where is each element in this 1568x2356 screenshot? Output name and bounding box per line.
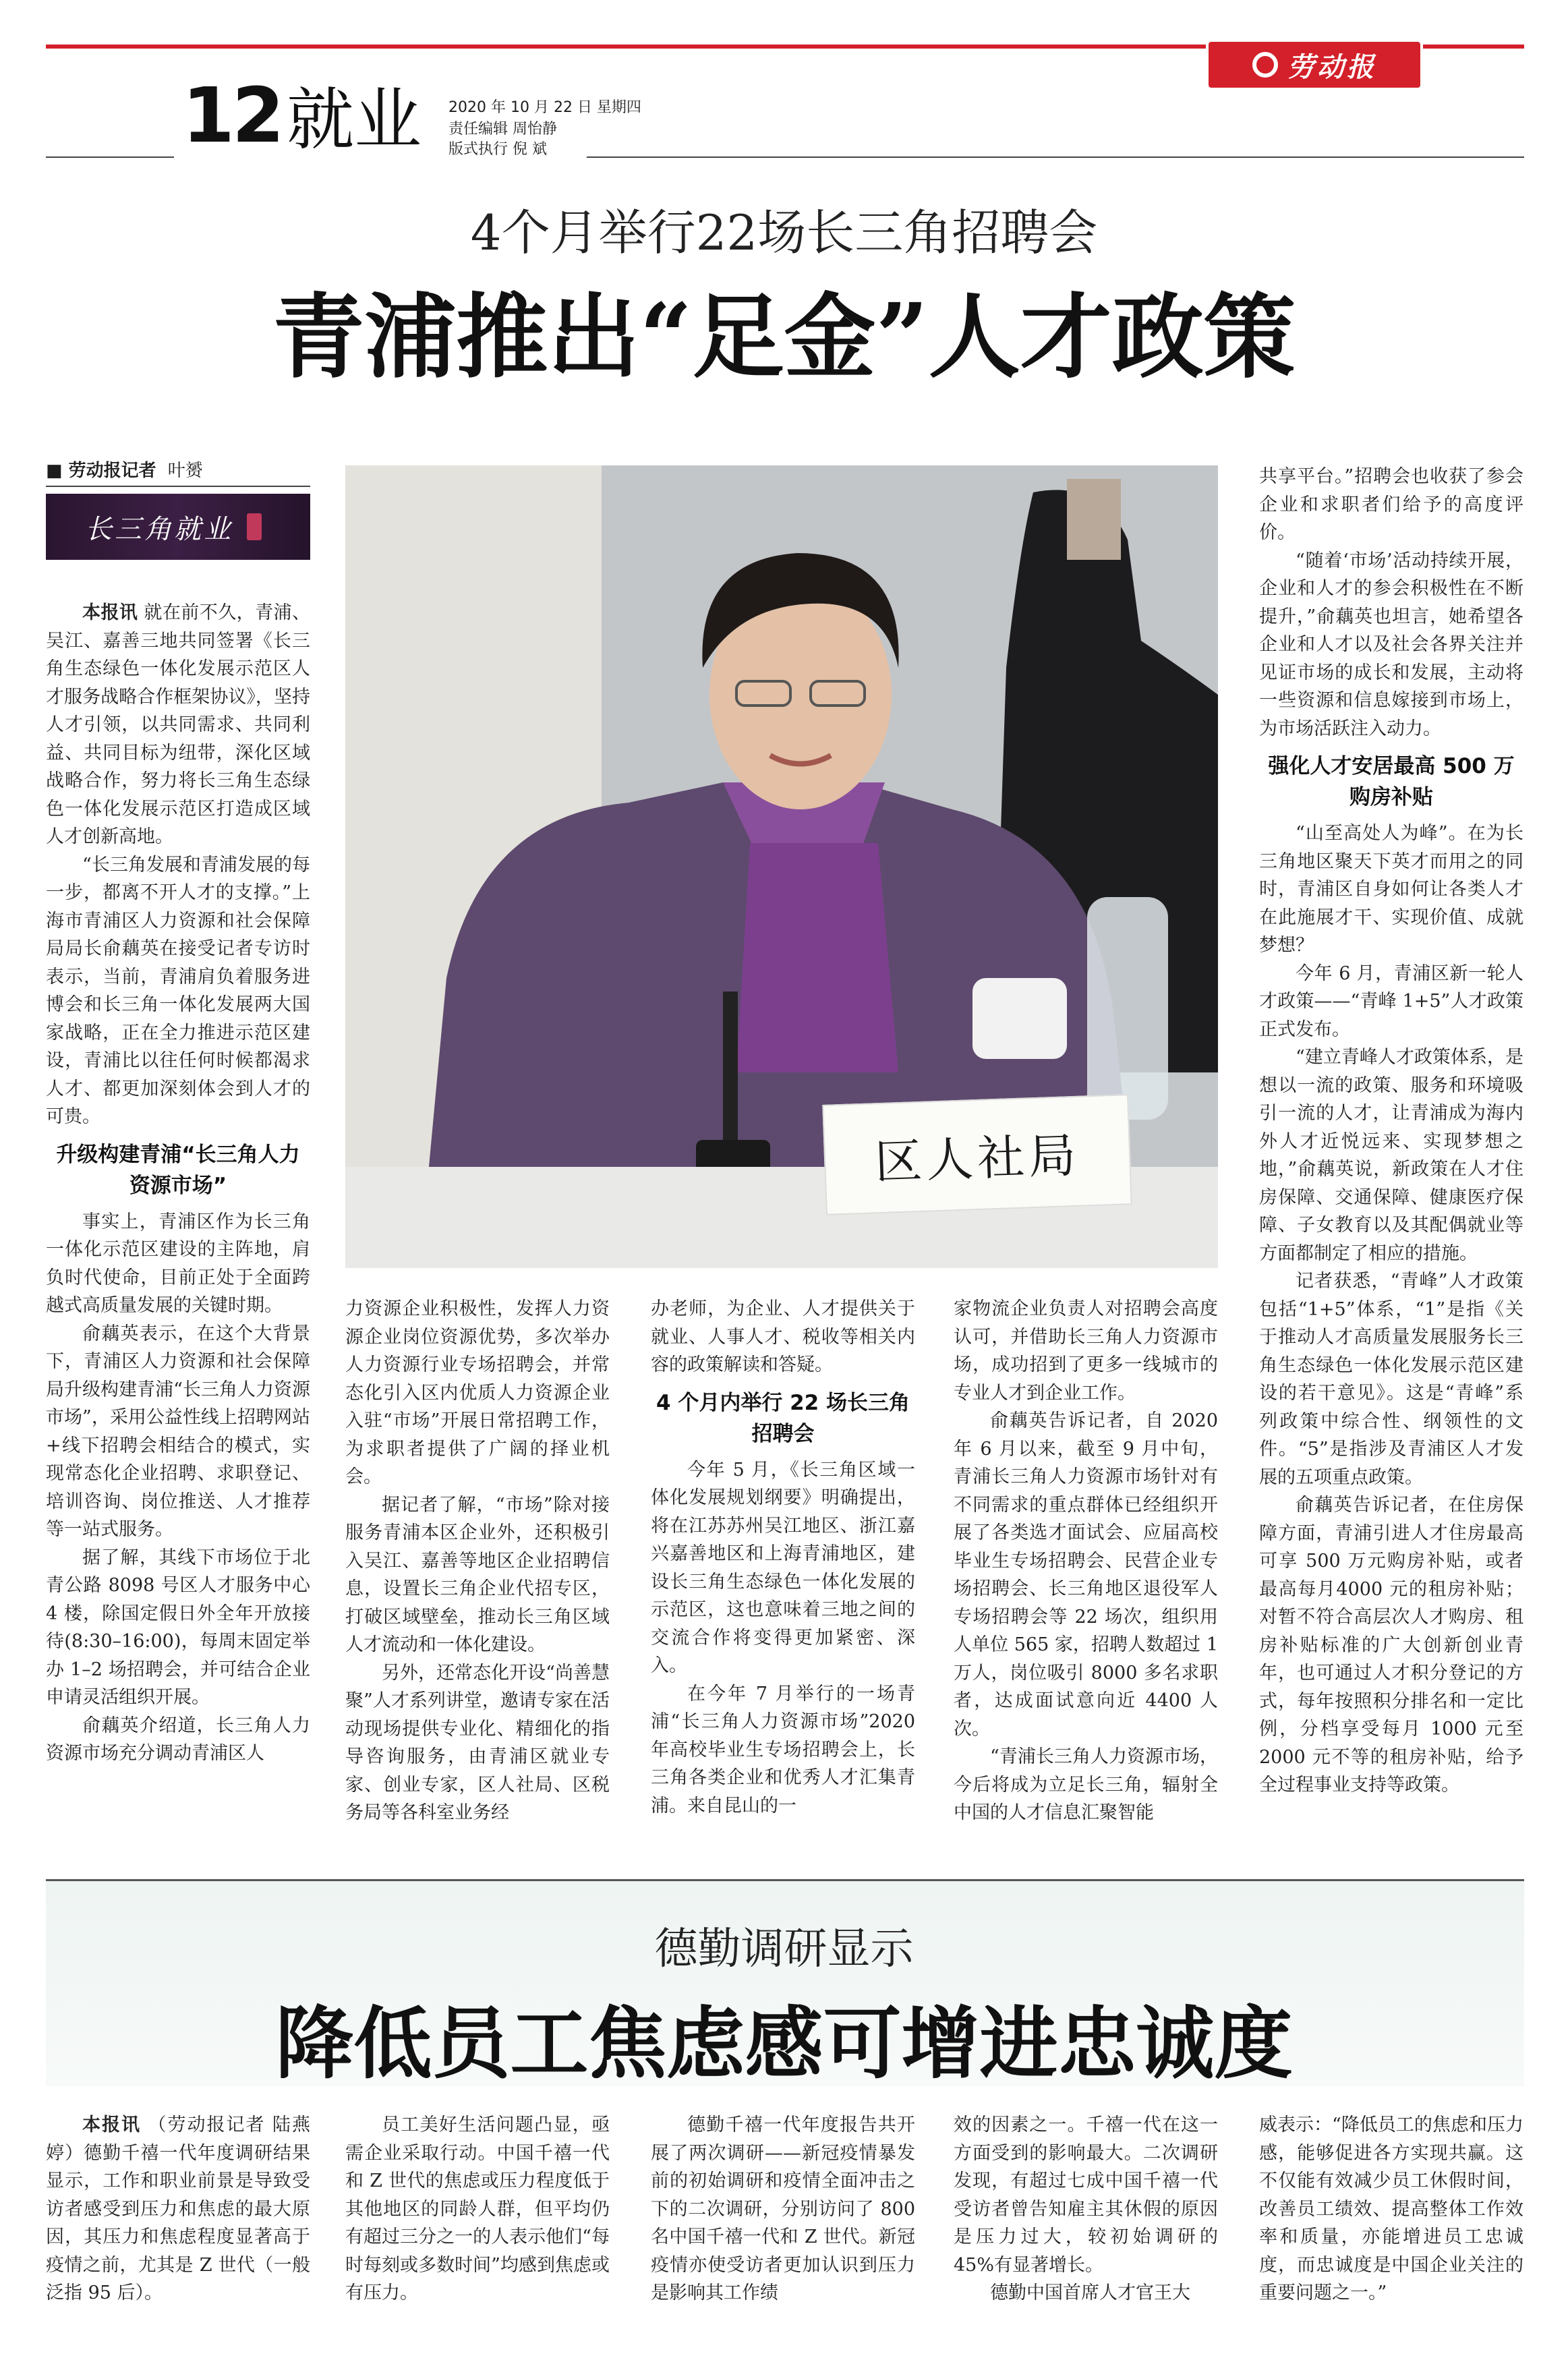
continued-paragraph: 力资源企业积极性，发挥人力资源企业岗位资源优势，多次举办人力资源行业专场招聘会，并常态化引入区内优质人力资源企业入驻“市场”开展日常招聘工作，为求职者提供了广阔的择业机会。: [345, 1298, 610, 1487]
paragraph: 员工美好生活问题凸显，亟需企业采取行动。中国千禧一代和 Z 世代的焦虑或压力程度低于其他地区的同龄人群，但平均仍有超过三分之一的人表示他们“每时每刻或多数时间”均感到焦虑或有压力。: [345, 2115, 610, 2303]
paragraph: “随着‘市场’活动持续开展，企业和人才的参会积极性在不断提升，”俞藕英也坦言，她希望各企业和人才以及社会各界关注并见证市场的成长和发展，主动将一些资源和信息嫁接到市场上，为市场活跃注入动力。: [1259, 550, 1523, 739]
article2-column-5: [1259, 2111, 1523, 2307]
paragraph: 记者获悉，“青峰”人才政策包括“1+5”体系，“1”是指《关于推动人才高质量发展服务长三角生态绿色一体化发展示范区建设的若干意见》。这是“青峰”系列政策中综合性、纲领性的文件。“5”是指涉及青浦区人才发展的五项重点政策。: [1259, 1271, 1523, 1488]
lead-paragraph: [46, 2111, 310, 2307]
logo-icon: [1252, 52, 1278, 78]
continued-paragraph: 家物流企业负责人对招聘会高度认可，并借助长三角人力资源市场，成功招到了更多一线城市的专业人才到企业工作。: [954, 1298, 1218, 1404]
article2-column-4: [954, 2111, 1218, 2307]
subheading: 4 个月内举行 22 场长三角招聘会: [656, 1390, 910, 1446]
article1-column-3: [651, 1295, 915, 1820]
article2-headline: 降低员工焦虑感可增进忠诚度: [275, 1998, 1293, 2090]
continued-paragraph: 威表示：“降低员工的焦虑和压力感，能够促进各方实现共赢。这不仅能有效减少员工休假时间，改善员工绩效、提高整体工作效率和质量，亦能增进员工忠诚度，而忠诚度是中国企业关注的重要问题之一。”: [1259, 2115, 1523, 2303]
logo-text: 劳动报: [1287, 51, 1376, 83]
column-badge: [46, 494, 310, 560]
layout-editor: 版式执行 倪 斌: [448, 141, 547, 158]
paragraph: “长三角发展和青浦发展的每一步，都离不开人才的支撑。”上海市青浦区人力资源和社会保障局局长俞藕英在接受记者专访时表示，当前，青浦肩负着服务进博会和长三角一体化发展两大国家战略，正在全力推进示范区建设，青浦比以往任何时候都渴求人才、都更加深刻体会到人才的可贵。: [46, 854, 310, 1127]
continued-paragraph: 办老师，为企业、人才提供关于就业、人事人才、税收等相关内容的政策解读和答疑。: [651, 1298, 915, 1375]
paragraph: 俞藕英告诉记者，在住房保障方面，青浦引进人才住房最高可享 500 万元购房补贴，或者最高每月4000 元的租房补贴；对暂不符合高层次人才购房、租房补贴标准的广大创新创业青年，也可通过人才积分登记的方式，每年按照积分排名和一定比例，分档享受每月 1000 元至 2000 元不等的租房补贴，给予全过程事业支持等政策。: [1259, 1495, 1523, 1795]
continued-paragraph: 效的因素之一。千禧一代在这一方面受到的影响最大。二次调研发现，有超过七成中国千禧一代受访者曾告知雇主其休假的原因是压力过大，较初始调研的 45%有显著增长。: [954, 2115, 1218, 2276]
article1-column-4: [954, 1295, 1218, 1827]
article2-column-1: [46, 2111, 310, 2307]
paragraph: 另外，还常态化开设“尚善慧聚”人才系列讲堂，邀请专家在活动现场提供专业化、精细化的指导咨询服务，由青浦区就业专家、创业专家，区人社局、区税务局等各科室业务经: [345, 1662, 610, 1823]
news-photo: [345, 465, 1218, 1268]
badge-seal-icon: [247, 513, 262, 540]
header-underline-left: [46, 156, 174, 158]
article1-column-2: [345, 1295, 610, 1827]
paragraph: 今年 6 月，青浦区新一轮人才政策——“青峰 1+5”人才政策正式发布。: [1259, 962, 1523, 1040]
top-red-rule: [46, 45, 1206, 49]
byline: [46, 459, 203, 483]
paragraph: 俞藕英介绍道，长三角人力资源市场充分调动青浦区人: [46, 1715, 310, 1764]
article1-headline: 青浦推出“足金”人才政策: [272, 283, 1296, 391]
lead-text: 就在前不久，青浦、吴江、嘉善三地共同签署《长三角生态绿色一体化发展示范区人才服务战略合作框架协议》，坚持人才引领，以共同需求、共同利益、共同目标为纽带，深化区域战略合作，努力将长三角生态绿色一体化发展示范区打造成区域人才创新高地。: [46, 602, 310, 847]
byline-name: 叶赟: [167, 461, 203, 481]
article2-column-3: [651, 2111, 915, 2307]
paragraph: “山至高处人为峰”。在为长三角地区聚天下英才而用之的同时，青浦区自身如何让各类人才在此施展才干、实现价值、成就梦想？: [1259, 823, 1523, 956]
lead-paragraph: [46, 599, 310, 851]
dateline: 本报讯: [82, 602, 138, 623]
paragraph: 事实上，青浦区作为长三角一体化示范区建设的主阵地，肩负时代使命，目前正处于全面跨越式高质量发展的关键时期。: [46, 1211, 310, 1316]
subheading: 升级构建青浦“长三角人力资源市场”: [56, 1142, 300, 1198]
paragraph: “建立青峰人才政策体系，是想以一流的政策、服务和环境吸引一流的人才，让青浦成为海内外人才近悦远来、实现梦想之地，”俞藕英说，新政策在人才住房保障、交通保障、健康医疗保障、子女教育以及其配偶就业等方面都制定了相应的措施。: [1259, 1047, 1523, 1264]
issue-date: 2020 年 10 月 22 日 星期四: [448, 99, 641, 116]
paragraph: 今年 5 月，《长三角区域一体化发展规划纲要》明确提出，将在江苏苏州吴江地区、浙江嘉兴嘉善地区和上海青浦地区，建设长三角生态绿色一体化发展的示范区，这也意味着三地之间的交流合作将变得更加紧密、深入。: [651, 1459, 915, 1676]
continued-paragraph: 共享平台。”招聘会也收获了参会企业和求职者们给予的高度评价。: [1259, 466, 1523, 543]
subheading: 强化人才安居最高 500 万购房补贴: [1268, 754, 1515, 809]
dateline: 本报讯: [82, 2115, 141, 2135]
paragraph: 德勤中国首席人才官王大: [990, 2282, 1190, 2303]
name-placard: [822, 1094, 1132, 1215]
paragraph: 在今年 7 月举行的一场青浦“长三角人力资源市场”2020 年高校毕业生专场招聘会上，长三角各类企业和优秀人才汇集青浦。来自昆山的一: [651, 1683, 915, 1816]
article1-column-1: [46, 599, 310, 1768]
page-number: 12: [182, 72, 282, 160]
header-underline-right: [587, 156, 1524, 158]
article1-column-5: [1259, 463, 1523, 1800]
article2-kicker: 德勤调研显示: [654, 1924, 914, 1974]
article1-kicker: 4个月举行22场长三角招聘会: [470, 204, 1098, 261]
paragraph: 俞藕英表示，在这个大背景下，青浦区人力资源和社会保障局升级构建青浦“长三角人力资源市场”，采用公益性线上招聘网站+线下招聘会相结合的模式，实现常态化企业招聘、求职登记、培训咨询、岗位推送、人才推荐等一站式服务。: [46, 1323, 310, 1540]
article2-column-2: [345, 2111, 610, 2307]
byline-label: ■ 劳动报记者: [46, 461, 156, 481]
paragraph: “青浦长三角人力资源市场，今后将成为立足长三角，辐射全中国的人才信息汇聚智能: [954, 1746, 1218, 1823]
article2-top-rule: [46, 1879, 1524, 1881]
column-badge-text: 长三角就业: [85, 513, 233, 545]
lead-text: （劳动报记者 陆燕婷）德勤千禧一代年度调研结果显示，工作和职业前景是导致受访者感受到压力和焦虑的最大原因，其压力和焦虑程度显著高于疫情之前，尤其是 Z 世代（一般泛指 95 后）。: [46, 2115, 311, 2303]
byline-rule: [46, 486, 310, 487]
paragraph: 据记者了解，“市场”除对接服务青浦本区企业外，还积极引入吴江、嘉善等地区企业招聘信息，设置长三角企业代招专区，打破区域壁垒，推动长三角区域人才流动和一体化建设。: [345, 1494, 610, 1655]
paragraph: 德勤千禧一代年度报告共开展了两次调研——新冠疫情暴发前的初始调研和疫情全面冲击之下的二次调研，分别访问了 800 名中国千禧一代和 Z 世代。新冠疫情亦使受访者更加认识到压力是影响其工作绩: [651, 2115, 915, 2303]
top-red-rule-right: [1423, 45, 1524, 49]
paragraph: 俞藕英告诉记者，自 2020 年 6 月以来，截至 9 月中旬，青浦长三角人力资源市场针对有不同需求的重点群体已经组织开展了各类选才面试会、应届高校毕业生专场招聘会、民营企业专场招聘会、长三角地区退役军人专场招聘会等 22 场次，组织用人单位 565 家，招聘人数超过 1 万人，岗位吸引 8000 多名求职者，达成面试意向近 4400 人次。: [954, 1410, 1218, 1740]
paragraph: 据了解，其线下市场位于北青公路 8098 号区人才服务中心 4 楼，除国定假日外全年开放接待(8:30–16:00)，每周末固定举办 1–2 场招聘会，并可结合企业申请灵活组织开展。: [46, 1547, 310, 1708]
newspaper-logo: [1209, 42, 1420, 88]
name-placard-text: 区人社局: [873, 1127, 1081, 1190]
responsible-editor: 责任编辑 周怡静: [448, 121, 557, 138]
section-name: 就业: [287, 80, 422, 159]
